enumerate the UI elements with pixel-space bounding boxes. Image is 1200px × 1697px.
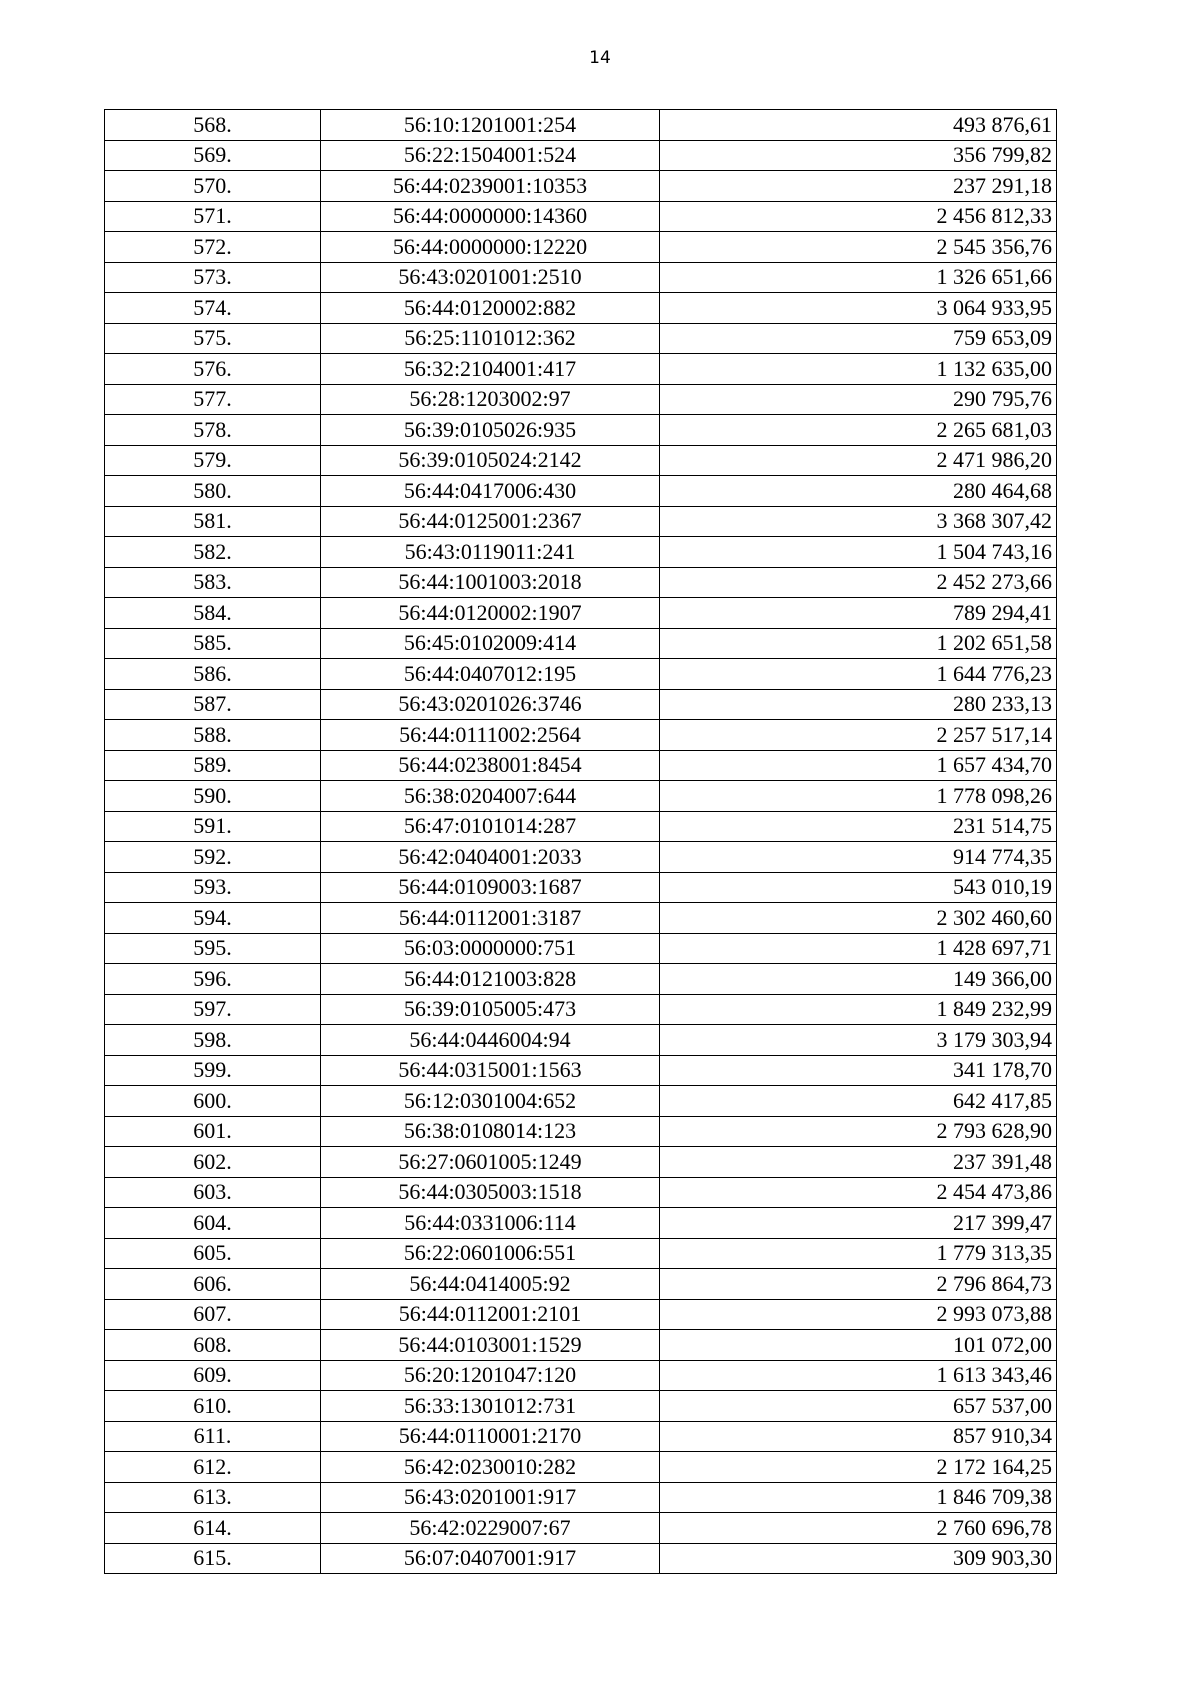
value-cell: 1 428 697,71 <box>660 933 1057 964</box>
value-cell: 2 545 356,76 <box>660 232 1057 263</box>
value-cell: 1 613 343,46 <box>660 1360 1057 1391</box>
row-number-cell: 575. <box>105 323 321 354</box>
cadastral-number-cell: 56:44:0125001:2367 <box>321 506 660 537</box>
row-number-cell: 614. <box>105 1513 321 1544</box>
cadastral-number-cell: 56:44:0110001:2170 <box>321 1421 660 1452</box>
row-number-cell: 597. <box>105 994 321 1025</box>
cadastral-number-cell: 56:44:0000000:14360 <box>321 201 660 232</box>
row-number-cell: 589. <box>105 750 321 781</box>
value-cell: 237 391,48 <box>660 1147 1057 1178</box>
table-row <box>105 811 1057 842</box>
table-row <box>105 201 1057 232</box>
cadastral-number-cell: 56:42:0230010:282 <box>321 1452 660 1483</box>
table-row <box>105 1360 1057 1391</box>
row-number-cell: 605. <box>105 1238 321 1269</box>
row-number-cell: 585. <box>105 628 321 659</box>
row-number-cell: 615. <box>105 1543 321 1574</box>
value-cell: 642 417,85 <box>660 1086 1057 1117</box>
value-cell: 1 644 776,23 <box>660 659 1057 690</box>
value-cell: 759 653,09 <box>660 323 1057 354</box>
row-number-cell: 587. <box>105 689 321 720</box>
table-row <box>105 415 1057 446</box>
row-number-cell: 570. <box>105 171 321 202</box>
table-row <box>105 262 1057 293</box>
value-cell: 341 178,70 <box>660 1055 1057 1086</box>
value-cell: 356 799,82 <box>660 140 1057 171</box>
row-number-cell: 611. <box>105 1421 321 1452</box>
row-number-cell: 604. <box>105 1208 321 1239</box>
table-row <box>105 933 1057 964</box>
cadastral-number-cell: 56:44:1001003:2018 <box>321 567 660 598</box>
cadastral-number-cell: 56:44:0407012:195 <box>321 659 660 690</box>
cadastral-number-cell: 56:44:0000000:12220 <box>321 232 660 263</box>
cadastral-number-cell: 56:12:0301004:652 <box>321 1086 660 1117</box>
row-number-cell: 576. <box>105 354 321 385</box>
cadastral-number-cell: 56:38:0108014:123 <box>321 1116 660 1147</box>
table-row <box>105 476 1057 507</box>
table-row <box>105 1177 1057 1208</box>
row-number-cell: 592. <box>105 842 321 873</box>
value-cell: 2 454 473,86 <box>660 1177 1057 1208</box>
cadastral-number-cell: 56:44:0305003:1518 <box>321 1177 660 1208</box>
row-number-cell: 610. <box>105 1391 321 1422</box>
table-row <box>105 964 1057 995</box>
cadastral-number-cell: 56:45:0102009:414 <box>321 628 660 659</box>
cadastral-number-cell: 56:44:0446004:94 <box>321 1025 660 1056</box>
table-row <box>105 1513 1057 1544</box>
row-number-cell: 578. <box>105 415 321 446</box>
row-number-cell: 607. <box>105 1299 321 1330</box>
table-row <box>105 384 1057 415</box>
table-row <box>105 659 1057 690</box>
table-row <box>105 689 1057 720</box>
cadastral-number-cell: 56:44:0111002:2564 <box>321 720 660 751</box>
value-cell: 1 504 743,16 <box>660 537 1057 568</box>
table-row <box>105 781 1057 812</box>
value-cell: 543 010,19 <box>660 872 1057 903</box>
table-row <box>105 842 1057 873</box>
cadastral-number-cell: 56:25:1101012:362 <box>321 323 660 354</box>
table-row <box>105 1543 1057 1574</box>
page-number: 14 <box>589 48 611 68</box>
value-cell: 2 172 164,25 <box>660 1452 1057 1483</box>
row-number-cell: 571. <box>105 201 321 232</box>
value-cell: 2 760 696,78 <box>660 1513 1057 1544</box>
row-number-cell: 584. <box>105 598 321 629</box>
value-cell: 309 903,30 <box>660 1543 1057 1574</box>
value-cell: 2 302 460,60 <box>660 903 1057 934</box>
value-cell: 2 796 864,73 <box>660 1269 1057 1300</box>
value-cell: 290 795,76 <box>660 384 1057 415</box>
value-cell: 493 876,61 <box>660 110 1057 141</box>
value-cell: 2 265 681,03 <box>660 415 1057 446</box>
value-cell: 3 368 307,42 <box>660 506 1057 537</box>
cadastral-number-cell: 56:27:0601005:1249 <box>321 1147 660 1178</box>
table-row <box>105 1025 1057 1056</box>
cadastral-number-cell: 56:44:0239001:10353 <box>321 171 660 202</box>
table-row <box>105 293 1057 324</box>
table-row <box>105 1116 1057 1147</box>
row-number-cell: 600. <box>105 1086 321 1117</box>
cadastral-number-cell: 56:44:0315001:1563 <box>321 1055 660 1086</box>
table-row <box>105 1147 1057 1178</box>
row-number-cell: 612. <box>105 1452 321 1483</box>
row-number-cell: 613. <box>105 1482 321 1513</box>
cadastral-number-cell: 56:44:0331006:114 <box>321 1208 660 1239</box>
cadastral-number-cell: 56:22:1504001:524 <box>321 140 660 171</box>
value-cell: 1 779 313,35 <box>660 1238 1057 1269</box>
data-table <box>104 109 1057 1574</box>
table-row <box>105 1055 1057 1086</box>
value-cell: 1 657 434,70 <box>660 750 1057 781</box>
table-row <box>105 232 1057 263</box>
cadastral-number-cell: 56:44:0238001:8454 <box>321 750 660 781</box>
value-cell: 1 326 651,66 <box>660 262 1057 293</box>
table-row <box>105 1452 1057 1483</box>
cadastral-number-cell: 56:44:0103001:1529 <box>321 1330 660 1361</box>
cadastral-number-cell: 56:33:1301012:731 <box>321 1391 660 1422</box>
cadastral-number-cell: 56:03:0000000:751 <box>321 933 660 964</box>
value-cell: 2 452 273,66 <box>660 567 1057 598</box>
value-cell: 231 514,75 <box>660 811 1057 842</box>
cadastral-number-cell: 56:47:0101014:287 <box>321 811 660 842</box>
row-number-cell: 581. <box>105 506 321 537</box>
table-row <box>105 1299 1057 1330</box>
cadastral-number-cell: 56:43:0201001:2510 <box>321 262 660 293</box>
row-number-cell: 602. <box>105 1147 321 1178</box>
cadastral-number-cell: 56:44:0417006:430 <box>321 476 660 507</box>
table-row <box>105 1238 1057 1269</box>
row-number-cell: 588. <box>105 720 321 751</box>
row-number-cell: 594. <box>105 903 321 934</box>
row-number-cell: 574. <box>105 293 321 324</box>
table-row <box>105 750 1057 781</box>
cadastral-number-cell: 56:20:1201047:120 <box>321 1360 660 1391</box>
table-row <box>105 171 1057 202</box>
value-cell: 1 202 651,58 <box>660 628 1057 659</box>
cadastral-number-cell: 56:44:0112001:2101 <box>321 1299 660 1330</box>
cadastral-number-cell: 56:44:0120002:882 <box>321 293 660 324</box>
value-cell: 2 471 986,20 <box>660 445 1057 476</box>
table-row <box>105 872 1057 903</box>
table-row <box>105 445 1057 476</box>
cadastral-number-cell: 56:28:1203002:97 <box>321 384 660 415</box>
row-number-cell: 593. <box>105 872 321 903</box>
cadastral-number-cell: 56:39:0105026:935 <box>321 415 660 446</box>
row-number-cell: 590. <box>105 781 321 812</box>
value-cell: 857 910,34 <box>660 1421 1057 1452</box>
table-row <box>105 567 1057 598</box>
cadastral-number-cell: 56:44:0109003:1687 <box>321 872 660 903</box>
table-row <box>105 140 1057 171</box>
row-number-cell: 569. <box>105 140 321 171</box>
table-row <box>105 506 1057 537</box>
row-number-cell: 601. <box>105 1116 321 1147</box>
table-row <box>105 598 1057 629</box>
cadastral-number-cell: 56:42:0229007:67 <box>321 1513 660 1544</box>
value-cell: 2 993 073,88 <box>660 1299 1057 1330</box>
value-cell: 1 846 709,38 <box>660 1482 1057 1513</box>
cadastral-number-cell: 56:44:0414005:92 <box>321 1269 660 1300</box>
row-number-cell: 599. <box>105 1055 321 1086</box>
cadastral-number-cell: 56:39:0105005:473 <box>321 994 660 1025</box>
cadastral-number-cell: 56:43:0201001:917 <box>321 1482 660 1513</box>
cadastral-number-cell: 56:42:0404001:2033 <box>321 842 660 873</box>
cadastral-number-cell: 56:44:0121003:828 <box>321 964 660 995</box>
value-cell: 1 132 635,00 <box>660 354 1057 385</box>
value-cell: 101 072,00 <box>660 1330 1057 1361</box>
value-cell: 217 399,47 <box>660 1208 1057 1239</box>
row-number-cell: 606. <box>105 1269 321 1300</box>
table-body <box>105 110 1057 1574</box>
cadastral-number-cell: 56:32:2104001:417 <box>321 354 660 385</box>
value-cell: 2 793 628,90 <box>660 1116 1057 1147</box>
value-cell: 1 778 098,26 <box>660 781 1057 812</box>
row-number-cell: 583. <box>105 567 321 598</box>
table-row <box>105 323 1057 354</box>
table-row <box>105 994 1057 1025</box>
value-cell: 237 291,18 <box>660 171 1057 202</box>
row-number-cell: 582. <box>105 537 321 568</box>
value-cell: 280 464,68 <box>660 476 1057 507</box>
row-number-cell: 595. <box>105 933 321 964</box>
row-number-cell: 609. <box>105 1360 321 1391</box>
cadastral-number-cell: 56:44:0112001:3187 <box>321 903 660 934</box>
cadastral-number-cell: 56:43:0119011:241 <box>321 537 660 568</box>
value-cell: 280 233,13 <box>660 689 1057 720</box>
table-row <box>105 110 1057 141</box>
cadastral-number-cell: 56:43:0201026:3746 <box>321 689 660 720</box>
row-number-cell: 586. <box>105 659 321 690</box>
value-cell: 1 849 232,99 <box>660 994 1057 1025</box>
table-row <box>105 1086 1057 1117</box>
value-cell: 914 774,35 <box>660 842 1057 873</box>
cadastral-number-cell: 56:10:1201001:254 <box>321 110 660 141</box>
table-row <box>105 1391 1057 1422</box>
value-cell: 789 294,41 <box>660 598 1057 629</box>
row-number-cell: 591. <box>105 811 321 842</box>
table-row <box>105 628 1057 659</box>
row-number-cell: 572. <box>105 232 321 263</box>
table-row <box>105 537 1057 568</box>
table-row <box>105 1208 1057 1239</box>
cadastral-number-cell: 56:44:0120002:1907 <box>321 598 660 629</box>
row-number-cell: 580. <box>105 476 321 507</box>
row-number-cell: 608. <box>105 1330 321 1361</box>
cadastral-number-cell: 56:38:0204007:644 <box>321 781 660 812</box>
row-number-cell: 596. <box>105 964 321 995</box>
cadastral-number-cell: 56:39:0105024:2142 <box>321 445 660 476</box>
value-cell: 2 257 517,14 <box>660 720 1057 751</box>
table-row <box>105 1330 1057 1361</box>
value-cell: 657 537,00 <box>660 1391 1057 1422</box>
row-number-cell: 573. <box>105 262 321 293</box>
row-number-cell: 577. <box>105 384 321 415</box>
table-row <box>105 1482 1057 1513</box>
row-number-cell: 598. <box>105 1025 321 1056</box>
value-cell: 3 064 933,95 <box>660 293 1057 324</box>
row-number-cell: 579. <box>105 445 321 476</box>
value-cell: 2 456 812,33 <box>660 201 1057 232</box>
table-row <box>105 903 1057 934</box>
value-cell: 3 179 303,94 <box>660 1025 1057 1056</box>
cadastral-number-cell: 56:22:0601006:551 <box>321 1238 660 1269</box>
table-row <box>105 720 1057 751</box>
table-row <box>105 1269 1057 1300</box>
row-number-cell: 568. <box>105 110 321 141</box>
cadastral-number-cell: 56:07:0407001:917 <box>321 1543 660 1574</box>
value-cell: 149 366,00 <box>660 964 1057 995</box>
table-row <box>105 1421 1057 1452</box>
row-number-cell: 603. <box>105 1177 321 1208</box>
table-row <box>105 354 1057 385</box>
